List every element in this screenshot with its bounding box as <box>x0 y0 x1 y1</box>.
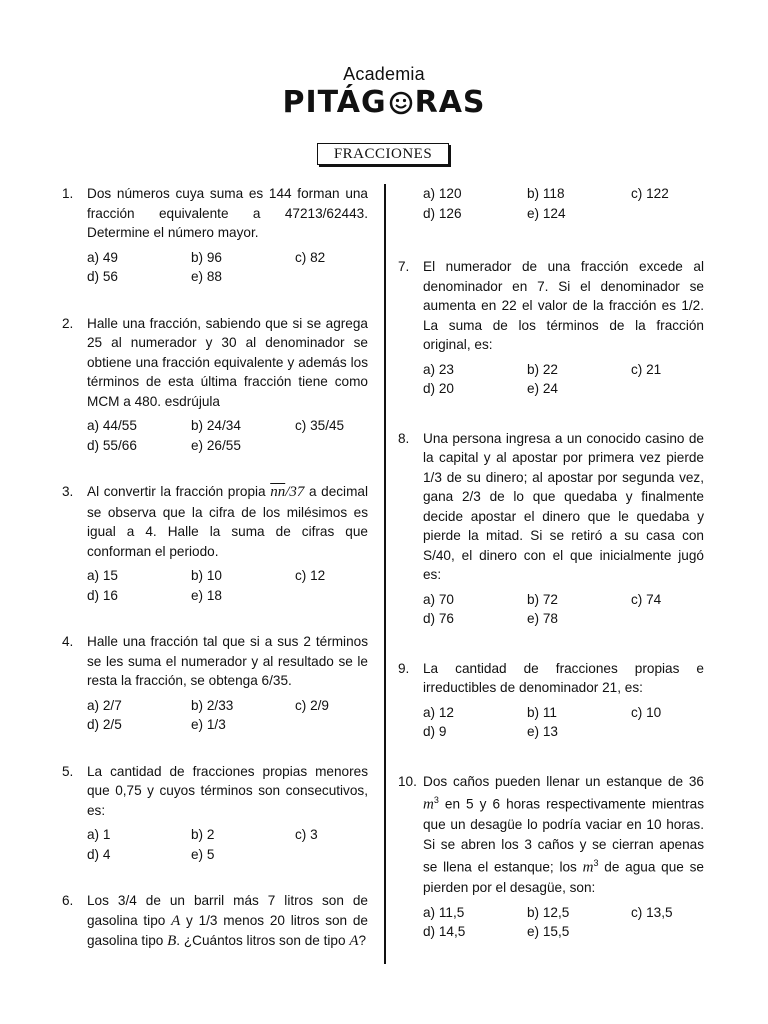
option: e) 78 <box>527 611 558 626</box>
option: a) 15 <box>87 568 118 583</box>
problem-6 <box>62 891 368 952</box>
problem-text: Halle una fracción, sabiendo que si se agrega 25 al numerador y 30 al denominador se obtiene una fracción equivalente y además los términos de esta última fracción tiene como MCM a 480. esdrújula <box>87 315 368 409</box>
academy-label: Academia <box>343 64 425 84</box>
option: a) 70 <box>423 591 454 607</box>
problem-text: Dos caños pueden llenar un estanque de 36 $m^3$ en 5 y 6 horas respectivamente mientras que un desagüe lo podría vaciar en 10 horas. Si se abren los 3 caños y se cierran apenas se llena el estanque; los $m^3$ de agua que se pierden por el desagüe, son: <box>423 773 704 896</box>
option: d) 126 <box>423 205 462 221</box>
option: c) 122 <box>631 186 669 201</box>
option: b) 118 <box>527 186 565 201</box>
options <box>423 360 704 399</box>
option: d) 56 <box>87 269 118 284</box>
problem-text: Al convertir la fracción propia $\overline{nn}/37$ a decimal se observa que la cifra de los milésimos es igual a 4. Halle la suma de cifras que conforman el periodo. <box>87 484 368 559</box>
problem-number: 6. <box>62 893 74 908</box>
option: c) 12 <box>295 568 326 583</box>
fraction-math: $\overline{nn}/37$ <box>270 484 305 500</box>
problem-text: Los 3/4 de un barril más 7 litros son de gasolina tipo A y 1/3 menos 20 litros son de gasolina tipo B. ¿Cuántos litros son de tipo A? <box>87 893 368 949</box>
problem-text: La cantidad de fracciones propias menores que 0,75 y cuyos términos son consecutivos, es: <box>87 763 368 818</box>
option: e) 88 <box>191 269 222 284</box>
problem-4 <box>62 632 368 735</box>
problem-number: 2. <box>62 315 74 331</box>
option: e) 24 <box>527 381 558 396</box>
option: a) 1 <box>87 827 111 842</box>
option: a) 12 <box>423 704 454 720</box>
option: e) 15,5 <box>527 924 570 940</box>
option: d) 20 <box>423 381 454 396</box>
options <box>87 566 368 605</box>
smiley-icon <box>389 91 413 115</box>
problem-number: 9. <box>398 660 410 676</box>
option: a) 120 <box>423 186 462 201</box>
options <box>87 696 368 735</box>
option: e) 18 <box>191 587 222 603</box>
option: c) 21 <box>631 361 662 377</box>
problem-1 <box>62 184 368 287</box>
left-column <box>62 184 368 952</box>
problem-10 <box>398 772 704 942</box>
option: b) 24/34 <box>191 418 241 433</box>
option: d) 14,5 <box>423 924 466 940</box>
option: e) 5 <box>191 846 215 862</box>
problem-9 <box>398 659 704 742</box>
problem-text: La cantidad de fracciones propias e irreductibles de denominador 21, es: <box>423 660 704 695</box>
problem-8 <box>398 429 704 629</box>
page-title: FRACCIONES <box>317 143 449 165</box>
option: a) 44/55 <box>87 418 137 433</box>
problem-number: 8. <box>398 430 410 446</box>
option: d) 9 <box>423 724 447 739</box>
option: c) 74 <box>631 591 662 607</box>
option: e) 26/55 <box>191 437 241 453</box>
option: c) 82 <box>295 249 326 265</box>
option: c) 10 <box>631 704 662 720</box>
problem-text: El numerador de una fracción excede al denominador en 7. Si el denominador se aumenta en 22 el valor de la fracción es 1/2. La suma de los términos de la fracción original, es: <box>423 259 704 352</box>
option: b) 2/33 <box>191 697 234 713</box>
option: c) 2/9 <box>295 697 329 713</box>
problem-number: 5. <box>62 763 74 779</box>
options <box>423 590 704 629</box>
column-divider <box>384 184 386 964</box>
options <box>87 825 368 864</box>
right-column <box>398 184 704 942</box>
option: a) 2/7 <box>87 697 122 713</box>
option: d) 55/66 <box>87 437 137 453</box>
option: e) 1/3 <box>191 717 226 732</box>
problem-number: 10. <box>398 773 417 789</box>
problem-5 <box>62 762 368 865</box>
option: b) 96 <box>191 249 222 265</box>
options <box>423 703 704 742</box>
options <box>423 903 704 942</box>
brand-logo <box>0 87 768 119</box>
option: b) 11 <box>527 704 557 720</box>
option: d) 2/5 <box>87 717 122 732</box>
problem-number: 4. <box>62 634 74 649</box>
option: b) 2 <box>191 827 215 842</box>
option: b) 22 <box>527 361 558 377</box>
problem-number: 7. <box>398 259 410 274</box>
option: c) 3 <box>295 827 318 842</box>
options <box>87 248 368 287</box>
options <box>423 184 704 223</box>
options <box>87 416 368 455</box>
option: a) 11,5 <box>423 904 465 920</box>
brand-text-part1: PITÁG <box>282 85 387 120</box>
problem-2 <box>62 314 368 456</box>
option: e) 124 <box>527 205 566 221</box>
problem-text: Dos números cuya suma es 144 forman una fracción equivalente a 47213/62443. Determine el número mayor. <box>87 186 368 240</box>
option: c) 13,5 <box>631 904 673 920</box>
header <box>0 64 768 119</box>
option: d) 76 <box>423 611 454 626</box>
problem-text: Halle una fracción tal que si a sus 2 términos se les suma el numerador y al resultado se le resta la fracción, se obtenga 6/35. <box>87 634 368 688</box>
problem-number: 3. <box>62 484 74 499</box>
option: d) 4 <box>87 846 111 862</box>
option: e) 13 <box>527 724 558 739</box>
option: a) 23 <box>423 361 454 377</box>
problem-number: 1. <box>62 186 74 201</box>
brand-text-part2: RAS <box>414 85 486 120</box>
option: b) 72 <box>527 591 558 607</box>
problem-3 <box>62 482 368 605</box>
option: c) 35/45 <box>295 418 345 433</box>
problem-7 <box>398 257 704 399</box>
option: d) 16 <box>87 587 118 603</box>
option: b) 10 <box>191 568 222 583</box>
option: b) 12,5 <box>527 904 570 920</box>
problem-text: Una persona ingresa a un conocido casino de la capital y al apostar por primera vez pierde 1/3 de su dinero; al apostar por segunda vez, gana 2/3 de lo que quedaba y finalmente decide apostar el dinero que le quedaba y pierde la mitad. Si se retiró a su casa con S/40, el dinero con el que inicialmente jugó es: <box>423 430 704 582</box>
option: a) 49 <box>87 249 118 265</box>
